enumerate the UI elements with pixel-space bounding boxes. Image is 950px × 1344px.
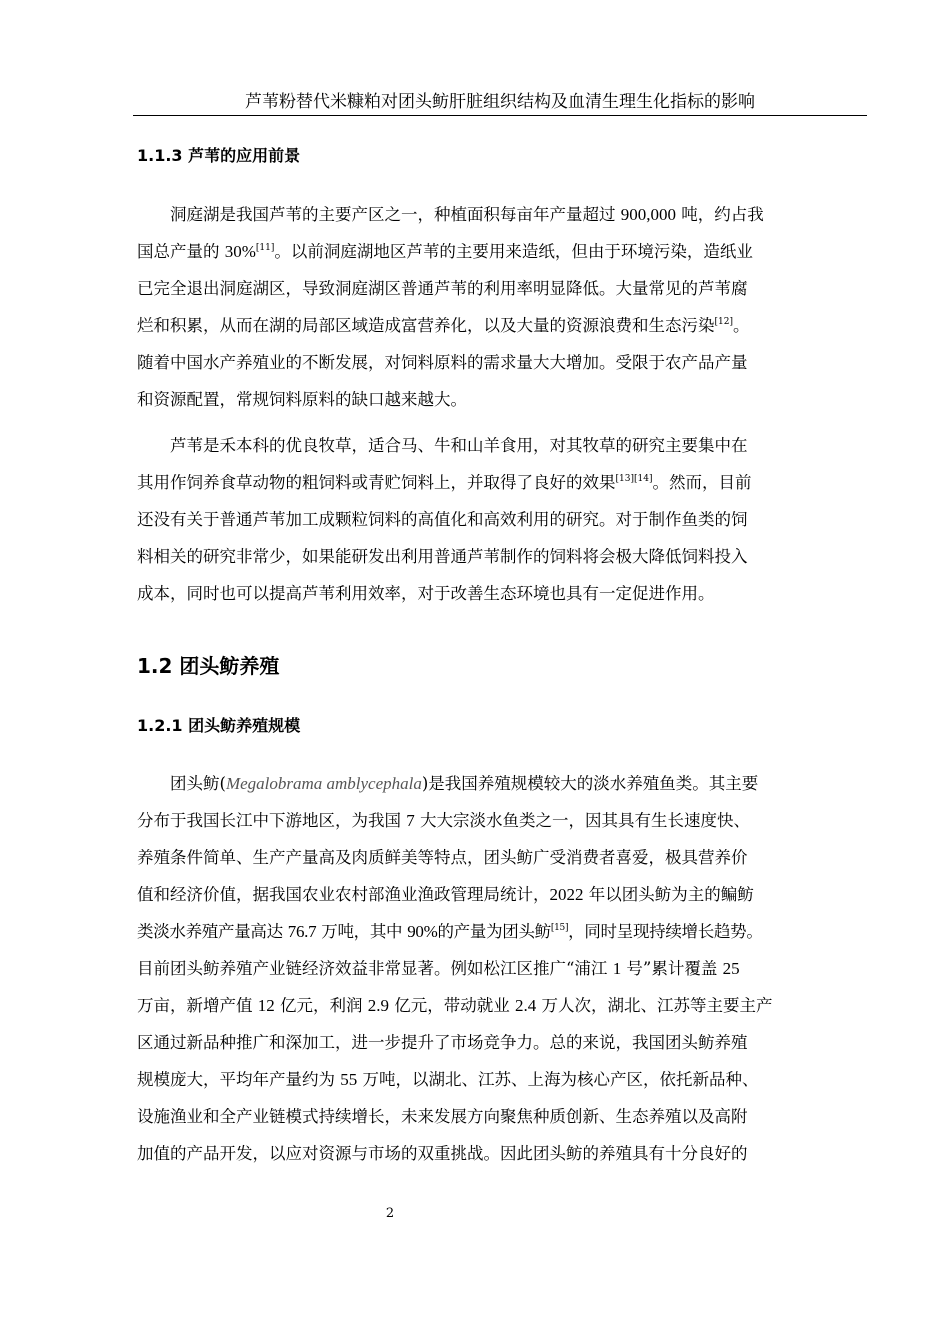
- section-title: 团头鲂养殖: [179, 654, 280, 678]
- paragraph-reed-forage: [137, 427, 863, 612]
- paragraph-dongting-lake: [137, 196, 863, 418]
- text-run: 团头鲂(: [170, 774, 226, 793]
- text-run: 目前团头鲂养殖产业链经济效益非常显著。例如松江区推广“浦江: [137, 959, 613, 978]
- text-line: [137, 765, 863, 802]
- text-line: [137, 307, 863, 344]
- text-run: 其用作饲养食草动物的粗饲料或青贮饲料上，并取得了良好的效果: [137, 473, 616, 492]
- citation: [12]: [714, 317, 733, 327]
- text-line: 加值的产品开发，以应对资源与市场的双重挑战。因此团头鲂的养殖具有十分良好的: [137, 1144, 748, 1163]
- number: 25: [722, 959, 740, 978]
- text-run: 年以团头鲂为主的鳊鲂: [583, 885, 754, 904]
- citation: [13][14]: [615, 474, 653, 484]
- text-line: [137, 1061, 863, 1098]
- text-run: 国总产量的: [137, 242, 225, 261]
- section-heading-1-2: [137, 650, 279, 679]
- text-line: [137, 802, 863, 839]
- text-line: 成本，同时也可以提高芦苇利用效率，对于改善生态环境也具有一定促进作用。: [137, 584, 715, 603]
- section-title: 芦苇的应用前景: [188, 146, 301, 165]
- text-run: 的产量为团头鲂: [437, 922, 551, 941]
- text-line: [137, 196, 863, 233]
- number: 7: [406, 811, 415, 830]
- number: 2022: [549, 885, 584, 904]
- text-run: 。以前洞庭湖地区芦苇的主要用来造纸，但由于环境污染，造纸业: [274, 242, 753, 261]
- text-run: 烂和积累，从而在湖的局部区域造成富营养化，以及大量的资源浪费和生态污染: [137, 316, 715, 335]
- number: 55: [340, 1070, 358, 1089]
- text-run: 洞庭湖是我国芦苇的主要产区之一，种植面积每亩年产量超过: [170, 205, 621, 224]
- text-line: 已完全退出洞庭湖区，导致洞庭湖区普通芦苇的利用率明显降低。大量常见的芦苇腐: [137, 279, 748, 298]
- number: 12: [257, 996, 275, 1015]
- text-run: 万吨，其中: [316, 922, 408, 941]
- text-line: 养殖条件简单、生产产量高及肉质鲜美等特点，团头鲂广受消费者喜爱，极具营养价: [137, 848, 748, 867]
- number: 2.4: [515, 996, 537, 1015]
- text-line: 设施渔业和全产业链模式持续增长，未来发展方向聚焦种质创新、生态养殖以及高附: [137, 1107, 748, 1126]
- text-run: 值和经济价值，据我国农业农村部渔业渔政管理局统计，: [137, 885, 550, 904]
- running-header: 芦苇粉替代米糠粕对团头鲂肝脏组织结构及血清生理生化指标的影响: [133, 92, 867, 116]
- text-run: 吨，约占我: [676, 205, 764, 224]
- text-run: ，同时呈现持续增长趋势。: [568, 922, 763, 941]
- citation: [11]: [255, 243, 275, 253]
- number: 2.9: [367, 996, 389, 1015]
- text-line: [137, 987, 863, 1024]
- page-number: 2: [385, 1206, 395, 1221]
- text-run: 。然而，目前: [652, 473, 752, 492]
- citation: [15]: [550, 923, 569, 933]
- text-run: 亿元，带动就业: [389, 996, 515, 1015]
- text-line: [137, 876, 863, 913]
- number: 90%: [407, 922, 438, 941]
- text-run: 万人次，湖北、江苏等主要主产: [536, 996, 773, 1015]
- text-line: 随着中国水产养殖业的不断发展，对饲料原料的需求量大大增加。受限于农产品产量: [137, 353, 748, 372]
- section-heading-1-1-3: [137, 143, 300, 166]
- text-run: 规模庞大，平均年产量约为: [137, 1070, 341, 1089]
- section-heading-1-2-1: [137, 713, 300, 736]
- text-run: )是我国养殖规模较大的淡水养殖鱼类。其主要: [421, 774, 759, 793]
- text-run: 大大宗淡水鱼类之一，因其具有生长速度快、: [414, 811, 750, 830]
- section-number: 1.2.1: [137, 716, 183, 735]
- text-line: 芦苇是禾本科的优良牧草，适合马、牛和山羊食用，对其牧草的研究主要集中在: [170, 436, 748, 455]
- text-run: 分布于我国长江中下游地区，为我国: [137, 811, 407, 830]
- section-number: 1.2: [137, 654, 173, 678]
- section-title: 团头鲂养殖规模: [188, 716, 301, 735]
- number: 30%: [224, 242, 256, 261]
- number: 1: [612, 959, 622, 978]
- text-run: 亿元，利润: [274, 996, 368, 1015]
- text-line: 料相关的研究非常少，如果能研发出利用普通芦苇制作的饲料将会极大降低饲料投入: [137, 547, 748, 566]
- section-number: 1.1.3: [137, 146, 183, 165]
- text-run: 。: [732, 316, 750, 335]
- text-run: 号”累计覆盖: [621, 959, 723, 978]
- text-line: [137, 950, 863, 987]
- text-line: [137, 233, 863, 270]
- text-line: 区通过新品种推广和深加工，进一步提升了市场竞争力。总的来说，我国团头鲂养殖: [137, 1033, 748, 1052]
- paragraph-bream-culture: [137, 765, 863, 1172]
- text-run: 类淡水养殖产量高达: [137, 922, 288, 941]
- text-line: 和资源配置，常规饲料原料的缺口越来越大。: [137, 390, 467, 409]
- text-line: 还没有关于普通芦苇加工成颗粒饲料的高值化和高效利用的研究。对于制作鱼类的饲: [137, 510, 748, 529]
- scientific-name: Megalobrama amblycephala: [225, 774, 422, 793]
- number: 76.7: [287, 922, 317, 941]
- text-line: [137, 464, 863, 501]
- number: 900,000: [620, 205, 676, 224]
- text-line: [137, 913, 863, 950]
- text-run: 万吨，以湖北、江苏、上海为核心产区，依托新品种、: [357, 1070, 759, 1089]
- text-run: 万亩，新增产值: [137, 996, 258, 1015]
